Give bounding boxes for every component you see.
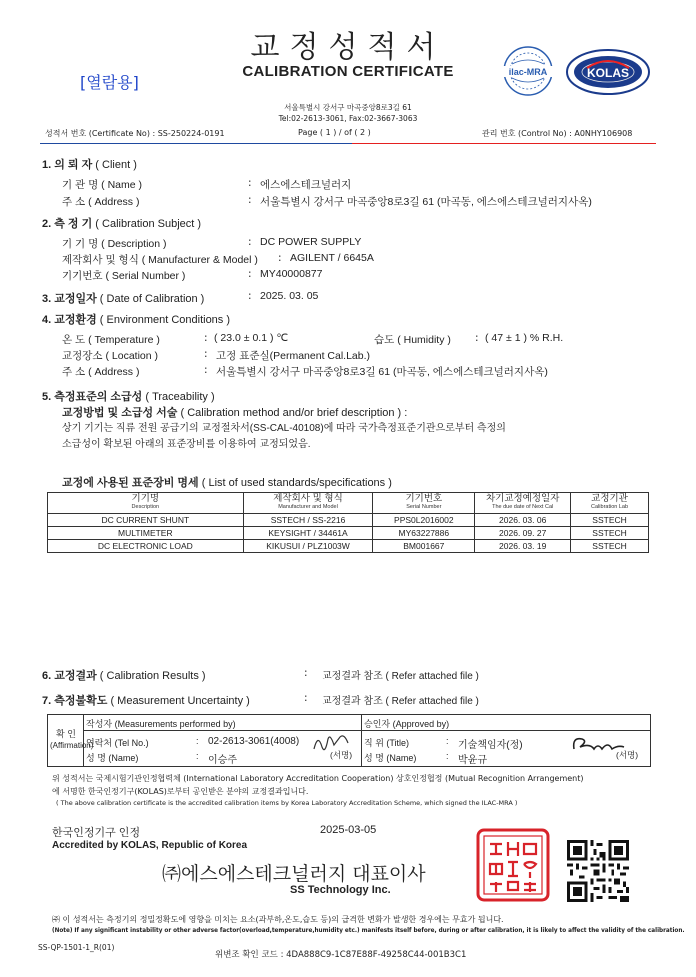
table-cell: BM001667 xyxy=(373,540,475,553)
table-cell: SSTECH xyxy=(571,527,649,540)
company-name-korean: ㈜에스에스테크널러지 대표이사 xyxy=(162,863,426,885)
client-heading: 1. 의 뢰 자 ( Client ) xyxy=(42,159,137,171)
column-header: 기기명 Description xyxy=(48,493,244,514)
traceability-text-line1: 상기 기기는 직류 전원 공급기의 교정절차서(SS-CAL-40108)에 따라 국가측정표준기관으로부터 측정의 xyxy=(62,423,506,434)
mra-statement-line2: 에 서명한 한국인정기구(KOLAS)로부터 공인받은 분야의 교정결과입니다. xyxy=(52,787,309,796)
company-name-english: SS Technology Inc. xyxy=(290,884,391,896)
location-label: 교정장소 ( Location ) xyxy=(62,350,159,362)
colon: : xyxy=(304,667,308,679)
title-value: 기술책임자(정) xyxy=(458,740,523,751)
company-seal-icon xyxy=(476,828,550,902)
humidity-value: ( 47 ± 1 ) % R.H. xyxy=(485,332,564,344)
location-value: 고정 표준실(Permanent Cal.Lab.) xyxy=(216,350,371,362)
affirmation-box xyxy=(47,714,651,767)
table-cell: SSTECH xyxy=(571,540,649,553)
colon: : xyxy=(248,236,252,248)
kolas-logo-text: KOLAS xyxy=(587,66,629,80)
subject-serial-label: 기기번호 ( Serial Number ) xyxy=(62,270,186,282)
humidity-label: 습도 ( Humidity ) xyxy=(374,334,451,346)
table-cell: DC CURRENT SHUNT xyxy=(48,514,244,527)
performed-by-label: 작성자 (Measurements performed by) xyxy=(86,719,236,729)
approved-by-label: 승인자 (Approved by) xyxy=(364,719,450,729)
subject-manufacturer-label: 제작회사 및 형식 ( Manufacturer & Model ) xyxy=(62,254,258,266)
accredited-korean: 한국인정기구 인정 xyxy=(52,827,141,839)
table-cell: SSTECH / SS-2216 xyxy=(243,514,373,527)
header-divider-blue xyxy=(40,143,352,144)
colon: : xyxy=(475,332,479,344)
environment-heading: 4. 교정환경 ( Environment Conditions ) xyxy=(42,314,231,326)
viewing-copy-label: [열람용] xyxy=(80,73,139,92)
page-number: Page ( 1 ) / of ( 2 ) xyxy=(298,128,371,137)
table-cell: 2026. 09. 27 xyxy=(475,527,571,540)
tel-value: 02-2613-3061(4008) xyxy=(208,736,300,747)
client-address-value: 서울특별시 강서구 마곡중앙8로3길 61 (마곡동, 에스에스테크널러지사옥) xyxy=(260,196,592,208)
subject-serial-value: MY40000877 xyxy=(260,268,323,280)
mra-statement-english: ( The above calibration certificate is the accredited calibration items by Korea Laboratory Accreditation Scheme, which signed the ILAC-MRA ) xyxy=(56,799,518,807)
issuer-address: 서울특별시 강서구 마곡중앙8로3길 61 xyxy=(284,103,412,112)
subject-description-value: DC POWER SUPPLY xyxy=(260,236,362,248)
colon: : xyxy=(446,736,449,746)
colon: : xyxy=(204,364,208,376)
affirmation-label-en: (Affirmation) xyxy=(50,741,94,750)
environment-address-label: 주 소 ( Address ) xyxy=(62,366,140,378)
colon: : xyxy=(304,692,308,704)
table-cell: MY63227886 xyxy=(373,527,475,540)
table-cell: 2026. 03. 06 xyxy=(475,514,571,527)
affirmation-label: 확 인 xyxy=(56,729,76,739)
table-cell: SSTECH xyxy=(571,514,649,527)
column-header: 차기교정예정일자 The due date of Next Cal xyxy=(475,493,571,514)
column-header: 기기번호 Serial Number xyxy=(373,493,475,514)
table-cell: PPS0L2016002 xyxy=(373,514,475,527)
table-cell: KIKUSUI / PLZ1003W xyxy=(243,540,373,553)
table-cell: 2026. 03. 19 xyxy=(475,540,571,553)
table-row xyxy=(48,527,649,540)
issue-date: 2025-03-05 xyxy=(320,824,377,836)
ilac-mra-logo-icon xyxy=(498,44,558,98)
client-name-label: 기 관 명 ( Name ) xyxy=(62,179,143,191)
control-number: 관리 번호 (Control No) : A0NHY106908 xyxy=(482,129,633,138)
colon: : xyxy=(204,348,208,360)
colon: : xyxy=(278,252,282,264)
colon: : xyxy=(204,332,208,344)
temperature-value: ( 23.0 ± 0.1 ) ℃ xyxy=(214,332,289,344)
approver-sign-mark: (서명) xyxy=(616,750,639,760)
kolas-logo-icon xyxy=(565,48,651,96)
issuer-contact: Tel:02-2613-3061, Fax:02-3667-3063 xyxy=(278,114,418,123)
column-header: 교정기관 Calibration Lab xyxy=(571,493,649,514)
mra-statement-line1: 위 성적서는 국제시험기관인정협력체 (International Laboratory Accreditation Cooperation) 상호인정협정 (Mutual Recognition Arrangement) xyxy=(52,774,584,783)
standards-header-row xyxy=(48,493,649,514)
ilac-logo-text: ilac-MRA xyxy=(508,67,548,77)
colon: : xyxy=(248,268,252,280)
results-value: 교정결과 참조 ( Refer attached file ) xyxy=(322,671,479,682)
subject-description-label: 기 기 명 ( Description ) xyxy=(62,238,167,250)
performer-name-label: 성 명 (Name) xyxy=(86,753,139,763)
traceability-text-line2: 소급성이 확보된 아래의 표준장비를 이용하여 교정되었음. xyxy=(62,439,311,450)
table-row xyxy=(48,540,649,553)
performer-sign-mark: (서명) xyxy=(330,750,353,760)
certificate-number: 성적서 번호 (Certificate No) : SS-250224-0191 xyxy=(45,129,225,138)
colon: : xyxy=(248,177,252,189)
client-address-label: 주 소 ( Address ) xyxy=(62,196,140,208)
validity-notice-english: (Note) If any significant instability or other adverse factor(overload,temperature,humidity etc.) manifests itself before, during or after calibration, it is likely to affect the validity of the calibration. xyxy=(52,928,685,934)
title-korean: 교정성적서 xyxy=(250,30,446,65)
client-name-value: 에스에스테크널러지 xyxy=(260,179,352,191)
uncertainty-value: 교정결과 참조 ( Refer attached file ) xyxy=(322,696,479,707)
table-row xyxy=(48,514,649,527)
table-cell: MULTIMETER xyxy=(48,527,244,540)
subject-heading: 2. 측 정 기 ( Calibration Subject ) xyxy=(42,218,202,230)
colon: : xyxy=(446,751,449,761)
forgery-check-code: 위변조 확인 코드 : 4DA888C9-1C87E88F-49258C44-001B3C1 xyxy=(215,950,467,960)
colon: : xyxy=(196,751,199,761)
validity-notice-korean: ㈜ 이 성적서는 측정기의 정밀정확도에 영향을 미치는 요소(과부하,온도,습도 등)의 급격한 변화가 발생한 경우에는 무효가 됩니다. xyxy=(52,915,504,924)
standards-table xyxy=(47,492,649,553)
column-header: 제작회사 및 형식 Manufacturer and Model xyxy=(243,493,373,514)
colon: : xyxy=(196,736,199,746)
temperature-label: 온 도 ( Temperature ) xyxy=(62,334,160,346)
title-english: CALIBRATION CERTIFICATE xyxy=(242,63,454,80)
form-number: SS-QP-1501-1_R(01) xyxy=(38,943,115,952)
approver-name-label: 성 명 (Name) xyxy=(364,753,417,763)
method-heading: 교정방법 및 소급성 서술 ( Calibration method and/or brief description ) : xyxy=(62,407,408,419)
environment-address-value: 서울특별시 강서구 마곡중앙8로3길 61 (마곡동, 에스에스테크널러지사옥) xyxy=(216,366,548,378)
header-divider-red xyxy=(352,143,656,144)
table-cell: KEYSIGHT / 34461A xyxy=(243,527,373,540)
approver-name: 박윤규 xyxy=(458,755,487,766)
traceability-heading: 5. 측정표준의 소급성 ( Traceability ) xyxy=(42,391,215,403)
calibration-date-value: 2025. 03. 05 xyxy=(260,290,319,302)
standards-heading: 교정에 사용된 표준장비 명세 ( List of used standards/specifications ) xyxy=(62,477,392,489)
title-label: 직 위 (Title) xyxy=(364,738,410,748)
table-cell: DC ELECTRONIC LOAD xyxy=(48,540,244,553)
tel-label: 연락처 (Tel No.) xyxy=(86,738,149,748)
qr-code-icon xyxy=(567,840,629,902)
uncertainty-heading: 7. 측정불확도 ( Measurement Uncertainty ) xyxy=(42,695,250,707)
colon: : xyxy=(248,194,252,206)
date-heading: 3. 교정일자 ( Date of Calibration ) xyxy=(42,293,205,305)
accredited-english: Accredited by KOLAS, Republic of Korea xyxy=(52,840,248,851)
subject-manufacturer-value: AGILENT / 6645A xyxy=(290,252,374,264)
results-heading: 6. 교정결과 ( Calibration Results ) xyxy=(42,670,206,682)
colon: : xyxy=(248,290,252,302)
performer-name: 이승주 xyxy=(208,755,237,766)
